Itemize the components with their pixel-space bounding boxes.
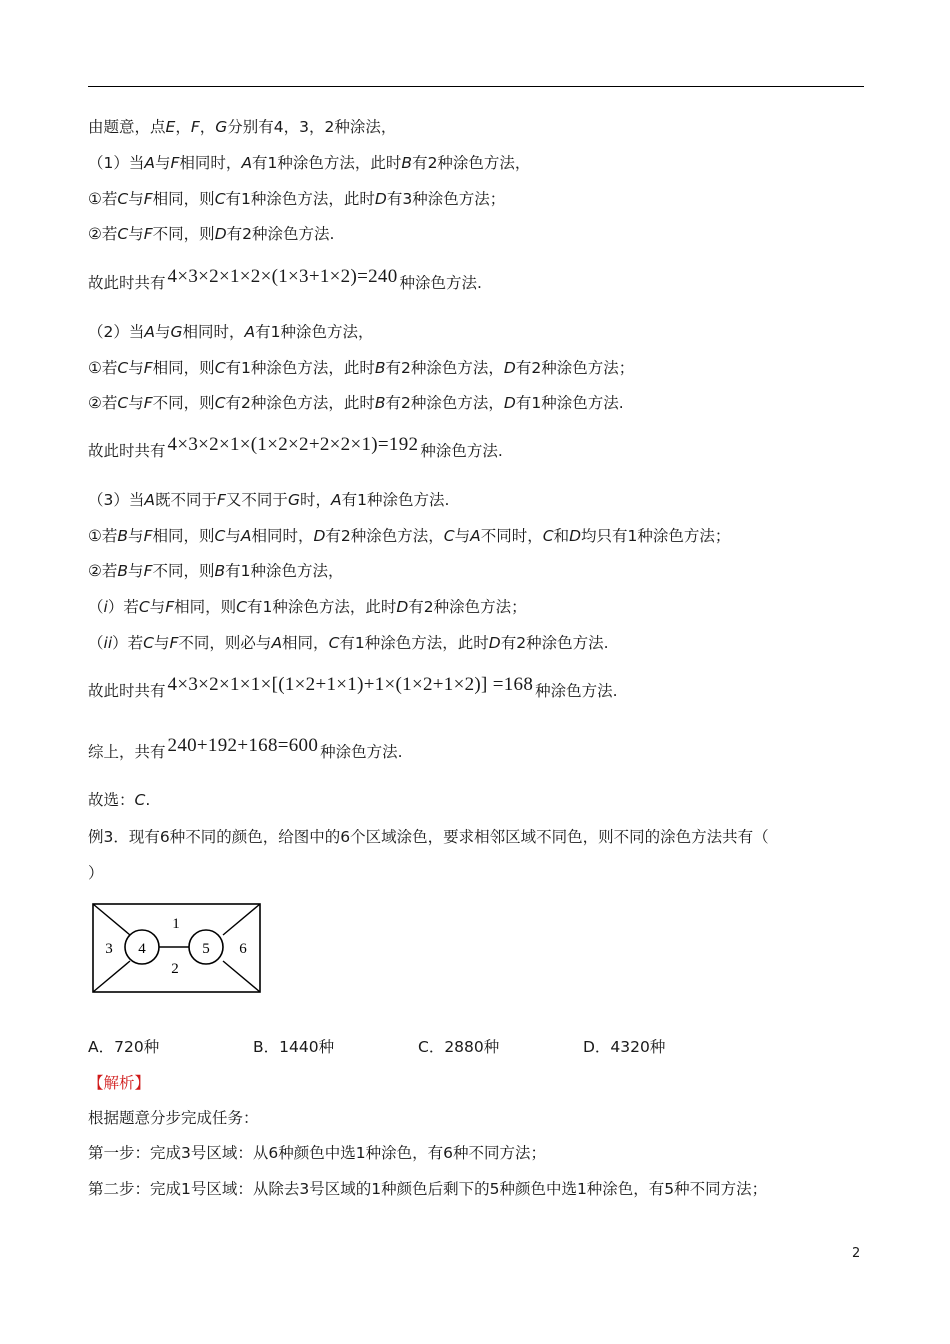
option-b: B．1440种 — [253, 1038, 335, 1056]
option-d: D．4320种 — [583, 1038, 666, 1056]
case3-sub-i: （i）若C与F相同，则C有1种涂色方法，此时D有2种涂色方法； — [88, 598, 527, 616]
formula-600: 240+192+168=600 — [167, 735, 319, 756]
case2-sub-a: ①若C与F相同，则C有1种涂色方法，此时B有2种涂色方法，D有2种涂色方法； — [88, 359, 635, 377]
region-label-5: 5 — [202, 941, 210, 957]
case3-sub-b: ②若B与F不同，则B有1种涂色方法， — [88, 562, 344, 580]
case3-sub-ii: （ii）若C与F不同，则必与A相同，C有1种涂色方法，此时D有2种涂色方法. — [88, 634, 609, 652]
divider-line — [223, 961, 260, 992]
solution-step-2: 第二步：完成1号区域：从除去3号区域的1种颜色后剩下的5种颜色中选1种涂色，有5种不同方法； — [88, 1180, 768, 1198]
region-diagram — [88, 898, 268, 998]
region-label-1: 1 — [172, 916, 180, 932]
answer-line: 故选：C. — [88, 791, 151, 809]
region-label-3: 3 — [105, 941, 113, 957]
case1-total: 故此时共有 4×3×2×1×2×(1×3+1×2)=240 种涂色方法. — [88, 266, 482, 292]
solution-intro: 根据题意分步完成任务： — [88, 1109, 259, 1127]
case3-heading: （3）当A既不同于F又不同于G时，A有1种涂色方法. — [88, 491, 450, 509]
case2-sub-b: ②若C与F不同，则C有2种涂色方法，此时B有2种涂色方法，D有1种涂色方法. — [88, 394, 624, 412]
analysis-tag: 【解析】 — [88, 1074, 151, 1092]
option-c: C．2880种 — [418, 1038, 500, 1056]
case3-total: 故此时共有 4×3×2×1×1×[(1×2+1×1)+1×(1×2+1×2)] =168 种涂色方法. — [88, 674, 618, 700]
case2-heading: （2）当A与G相同时，A有1种涂色方法， — [88, 323, 374, 341]
divider-line — [93, 904, 130, 935]
region-label-6: 6 — [239, 941, 247, 957]
region-label-4: 4 — [138, 941, 146, 957]
solution-step-1: 第一步：完成3号区域：从6种颜色中选1种涂色，有6种不同方法； — [88, 1144, 546, 1162]
example3-question-cont: ） — [88, 864, 104, 882]
example3-question: 例3．现有6种不同的颜色，给图中的6个区域涂色，要求相邻区域不同色，则不同的涂色方法共有（ — [88, 828, 769, 846]
divider-line — [93, 961, 130, 992]
case1-heading: （1）当A与F相同时，A有1种涂色方法，此时B有2种涂色方法， — [88, 154, 531, 172]
formula-240: 4×3×2×1×2×(1×3+1×2)=240 — [167, 266, 398, 287]
divider-line — [223, 904, 260, 935]
case1-sub-a: ①若C与F相同，则C有1种涂色方法，此时D有3种涂色方法； — [88, 190, 506, 208]
option-a: A．720种 — [88, 1038, 160, 1056]
page-number: 2 — [852, 1246, 861, 1261]
case2-total: 故此时共有 4×3×2×1×(1×2×2+2×2×1)=192 种涂色方法. — [88, 434, 503, 460]
region-label-2: 2 — [171, 961, 179, 977]
formula-168: 4×3×2×1×1×[(1×2+1×1)+1×(1×2+1×2)] =168 — [167, 674, 534, 695]
header-rule — [88, 86, 864, 87]
case1-sub-b: ②若C与F不同，则D有2种涂色方法. — [88, 225, 335, 243]
summary-line: 综上，共有 240+192+168=600 种涂色方法. — [88, 735, 403, 761]
case3-sub-a: ①若B与F相同，则C与A相同时，D有2种涂色方法，C与A不同时，C和D均只有1种涂色方法； — [88, 527, 731, 545]
intro-line: 由题意，点E，F，G分别有4，3，2种涂法， — [88, 118, 397, 136]
formula-192: 4×3×2×1×(1×2×2+2×2×1)=192 — [167, 434, 419, 455]
